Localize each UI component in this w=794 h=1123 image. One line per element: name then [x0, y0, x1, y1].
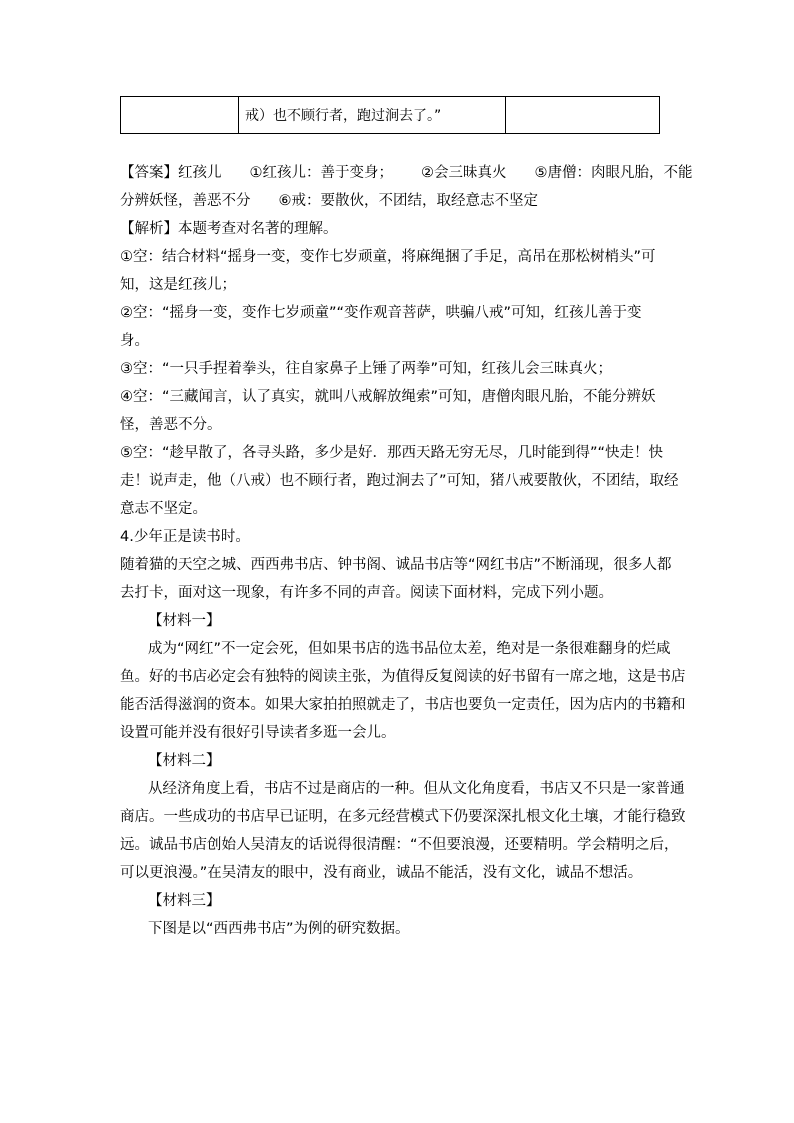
answer-item: ⑥戒：要散伙，不团结，取经意志不坚定 [278, 193, 538, 209]
analysis-line: 知，这是红孩儿； [120, 277, 236, 293]
answer-item: ⑤唐僧：肉眼凡胎，不能 [534, 165, 693, 181]
material1-line: 成为“网红”不一定会死，但如果书店的选书品位太差，绝对是一条很难翻身的烂咸 [148, 641, 671, 657]
answer-line-2 [120, 187, 675, 215]
analysis-line: ①空：结合材料“摇身一变，变作七岁顽童，将麻绳捆了手足，高吊在那松树梢头”可 [120, 249, 656, 265]
document-body [120, 159, 693, 943]
material2-line: 可以更浪漫。”在吴清友的眼中，没有商业，诚品不能活，没有文化，诚品不想活。 [120, 865, 643, 881]
table-row [121, 97, 660, 134]
table-cell-middle: 戒）也不顾行者，跑过涧去了。” [239, 97, 506, 134]
analysis-line: ②空：“摇身一变，变作七岁顽童”“变作观音菩萨，哄骗八戒”可知，红孩儿善于变 [120, 305, 642, 321]
material1-line: 鱼。好的书店必定会有独特的阅读主张，为值得反复阅读的好书留有一席之地，这是书店 [120, 669, 686, 685]
answer-table [120, 96, 660, 134]
material2-line: 远。诚品书店创始人吴清友的话说得很清醒：“不但要浪漫，还要精明。学会精明之后， [120, 837, 679, 853]
answer-label: 【答案】 [120, 165, 178, 181]
material2-line: 从经济角度上看，书店不过是商店的一种。但从文化角度看，书店又不只是一家普通 [148, 781, 685, 797]
material2-heading: 【材料二】 [148, 753, 221, 769]
question-intro-line: 随着猫的天空之城、西西弗书店、钟书阁、诚品书店等“网红书店”不断涌现，很多人都 [120, 557, 672, 573]
material1-line: 能否活得滋润的资本。如果大家拍拍照就走了，书店也要负一定责任，因为店内的书籍和 [120, 697, 686, 713]
table-cell-right [506, 97, 660, 134]
analysis-line: 【解析】本题考查对名著的理解。 [120, 221, 338, 237]
analysis-line: ③空：“一只手捏着拳头，往自家鼻子上锤了两拳”可知，红孩儿会三昧真火； [120, 361, 613, 377]
analysis-line: 走！说声走，他（八戒）也不顾行者，跑过涧去了”可知，猪八戒要散伙，不团结，取经 [120, 473, 679, 489]
material2-line: 商店。一些成功的书店早已证明，在多元经营模式下仍要深深扎根文化土壤，才能行稳致 [120, 809, 686, 825]
answer-line-1 [120, 159, 693, 187]
analysis-line: ⑤空：“趁早散了，各寻头路，多少是好．那西天路无穷无尽，几时能到得”“快走！快 [120, 445, 664, 461]
answer-item: ②会三昧真火 [421, 165, 507, 181]
material3-heading: 【材料三】 [148, 893, 221, 909]
material1-heading: 【材料一】 [148, 613, 221, 629]
analysis-line: ④空：“三藏闻言，认了真实，就叫八戒解放绳索”可知，唐僧肉眼凡胎，不能分辨妖 [120, 389, 656, 405]
question-title: 4.少年正是读书时。 [120, 529, 250, 545]
answer-item: 分辨妖怪，善恶不分 [120, 193, 251, 209]
analysis-line: 意志不坚定。 [120, 501, 207, 517]
material3-line: 下图是以“西西弗书店”为例的研究数据。 [148, 921, 410, 937]
analysis-line: 身。 [120, 333, 149, 349]
material1-line: 设置可能并没有很好引导读者多逛一会儿。 [120, 725, 396, 741]
question-intro-line: 去打卡，面对这一现象，有许多不同的声音。阅读下面材料，完成下列小题。 [120, 585, 613, 601]
analysis-line: 怪，善恶不分。 [120, 417, 222, 433]
table-cell-left [121, 97, 239, 134]
answer-item: ①红孩儿：善于变身； [249, 165, 393, 181]
answer-item: 红孩儿 [178, 165, 222, 181]
